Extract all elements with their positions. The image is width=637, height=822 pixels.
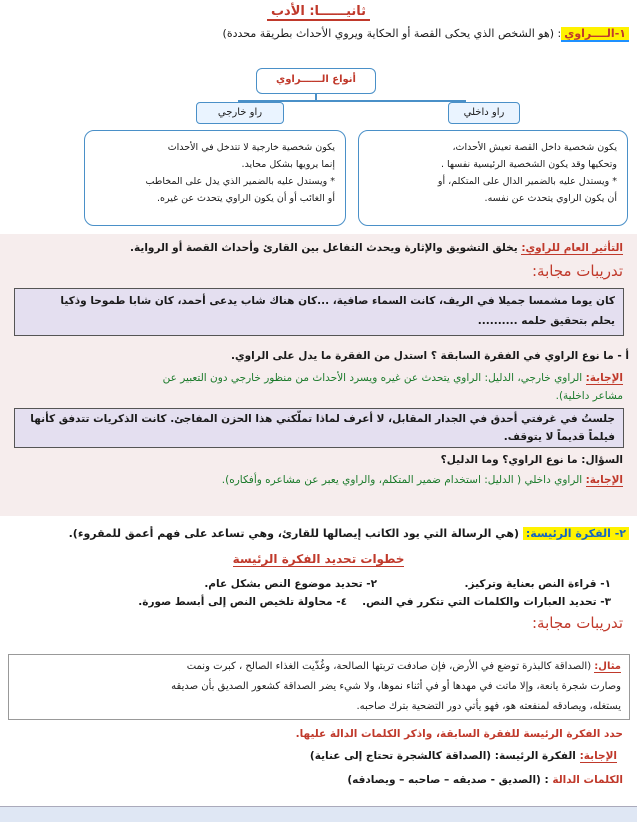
external-narrator-box <box>84 130 346 226</box>
narrator-text: : (هو الشخص الذي يحكى القصة أو الحكاية ويروي الأحداث بطريقة محددة) <box>222 27 562 40</box>
passage-1-line: كان يوما مشمسا جميلا في الريف، كانت السماء صافية، ...كان هناك شاب يدعى أحمد، كان شابا طموحا وذكيا <box>60 295 615 307</box>
external-narrator-node <box>196 102 284 124</box>
bottom-strip <box>0 806 637 822</box>
general-effect-text: يخلق التشويق والإثارة ويحدث التفاعل بين القارئ وأحداث القصة أو الرواية. <box>130 242 522 254</box>
answer-1 <box>163 370 623 386</box>
keywords-label: الكلمات الدالة <box>552 774 623 786</box>
steps-title <box>0 552 637 566</box>
internal-narrator-box <box>358 130 628 226</box>
answer-1-label: الإجابة: <box>585 372 623 384</box>
answer-2-label: الإجابة: <box>585 474 623 486</box>
section-heading-text: ثانيــــــا: الأدب <box>267 4 370 21</box>
narrator-label: ١-الــــراوي <box>561 27 629 42</box>
question-1: أ - ما نوع الراوي في الفقرة السابقة ؟ استدل من الفقرة ما يدل على الراوي. <box>231 350 629 362</box>
example-line: يستغله، ويصادقه لمنفعته هو، فهو يأتي دور التضحية بترك صاحبه. <box>356 701 621 712</box>
internal-narrator-line: وتحكيها وقد يكون الشخصية الرئيسية نفسها . <box>440 159 617 170</box>
narrator-definition <box>223 26 629 42</box>
external-narrator-line: إنما يرويها بشكل محايد. <box>241 159 335 170</box>
answer-3-text: الفكرة الرئيسة: (الصداقة كالشجرة تحتاج إلى عناية) <box>309 750 580 762</box>
internal-narrator-line: أن يكون الراوي يتحدث عن نفسه. <box>484 193 617 204</box>
passage-2-box <box>14 408 624 448</box>
external-narrator-label: راو خارجي <box>217 107 263 118</box>
main-idea-label: ٢- الفكرة الرئيسة: <box>523 527 629 540</box>
internal-narrator-label: راو داخلي <box>463 107 505 118</box>
step-item: ٤- محاولة تلخيص النص إلى أبسط صورة. <box>138 596 347 608</box>
main-idea-definition <box>69 526 629 542</box>
internal-narrator-node <box>448 102 520 124</box>
example-line-text: (الصداقة كالبذرة توضع في الأرض، فإن صادفت تربتها الصالحة، وغُذّيت الغذاء الصالح ، كبرت ونمت <box>186 661 595 672</box>
answer-3-label: الإجابة: <box>579 750 617 762</box>
section-heading <box>0 4 637 19</box>
step-item: ٢- تحديد موضوع النص بشكل عام. <box>204 578 377 590</box>
external-narrator-line: أو الغائب أو أن يكون الراوي يتحدث عن غيره. <box>157 193 335 204</box>
keywords-text: : (الصديق - صديقه – صاحبه – ويصادقه) <box>347 774 553 786</box>
example-line <box>17 657 621 677</box>
question-2: السؤال: ما نوع الراوي؟ وما الدليل؟ <box>440 454 623 466</box>
steps-title-text: خطوات تحديد الفكرة الرئيسة <box>232 552 405 566</box>
example-line: وصارت شجرة يانعة، وإلا ماتت في مهدها أو في أثناء نموها، ولا شيء يضر الصداقة كشعور الصديق بأن صديقه <box>171 681 621 692</box>
main-idea-text: (هي الرسالة التي يود الكاتب إيصالها للقارئ، وهي تساعد على فهم أعمق للمقروء). <box>68 527 523 540</box>
passage-1-line: يحلم بتحقيق حلمه .......... <box>477 315 615 327</box>
internal-narrator-line: يكون شخصية داخل القصة تعيش الأحداث، <box>452 142 617 153</box>
task-prompt: حدد الفكرة الرئيسة للفقرة السابقة، واذكر الكلمات الدالة عليها. <box>295 728 623 740</box>
external-narrator-line: * ويستدل عليه بالضمير الذي يدل على المخاطب <box>145 176 335 187</box>
step-item: ٣- تحديد العبارات والكلمات التي تتكرر في النص. <box>362 596 611 608</box>
answer-1-cont: مشاعر داخلية). <box>555 390 623 402</box>
drills-title: تدريبات مجابة: <box>531 614 623 632</box>
general-effect <box>130 240 623 256</box>
answer-2 <box>222 472 623 488</box>
passage-2-line: جلستُ في غرفتي أحدق في الجدار المقابل، لا أعرف لماذا تملّكني هذا الحزن المفاجئ. كانت الذكريات تتدفق كأنها <box>30 413 615 425</box>
general-effect-label: التأثير العام للراوي: <box>521 242 623 254</box>
narrator-types-root <box>256 68 376 94</box>
answer-2-text: الراوي داخلي ( الدليل: استخدام ضمير المتكلم، والراوي يعبر عن مشاعره وأفكاره). <box>221 474 586 486</box>
keywords <box>347 772 623 788</box>
answer-1-text: الراوي خارجي، الدليل: الراوي يتحدث عن غيره ويسرد الأحداث من منظور خارجي دون التعبير عن <box>162 372 586 384</box>
internal-narrator-line: * ويستدل عليه بالضمير الدال على المتكلم، أو <box>437 176 617 187</box>
step-item: ١- قراءة النص بعناية وتركيز. <box>464 578 611 590</box>
narrator-types-root-label: أنواع الــــــراوي <box>276 74 356 85</box>
example-box <box>8 654 630 720</box>
passage-2-line: فيلماً قديماً لا يتوقف. <box>503 431 615 443</box>
drills-title: تدريبات مجابة: <box>531 262 623 280</box>
passage-1-box <box>14 288 624 336</box>
external-narrator-line: يكون شخصية خارجية لا تتدخل في الأحداث <box>167 142 335 153</box>
example-label: مثال: <box>594 661 621 672</box>
answer-3 <box>310 748 617 764</box>
